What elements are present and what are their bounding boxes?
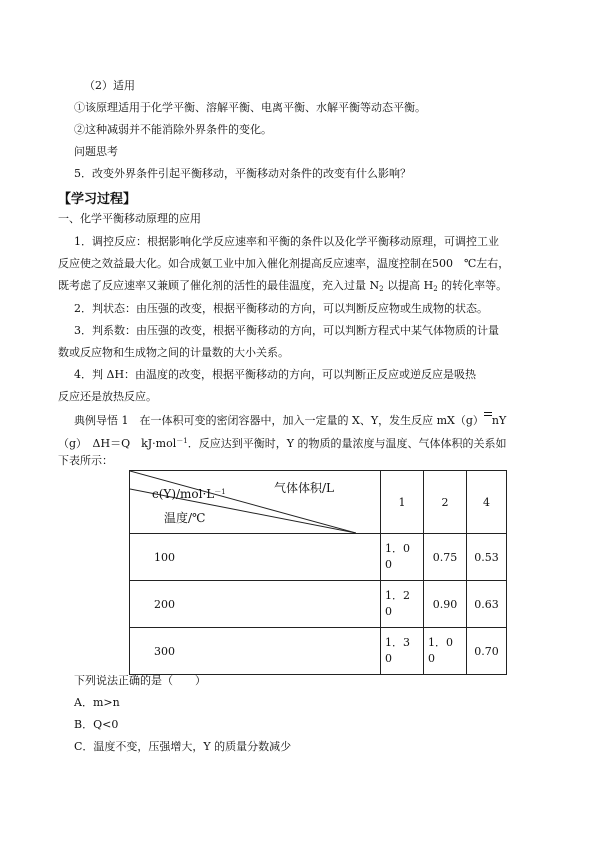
learning-process-header: 【学习过程】 [58, 192, 137, 207]
para-3-line-1: 3．判系数：由压强的改变，根据平衡移动的方向，可以判断方程式中某气体物质的计量 [74, 324, 499, 337]
option-c: C．温度不变，压强增大，Y 的质量分数减少 [74, 740, 292, 753]
para-4-line-1: 4．判 ΔH：由温度的改变，根据平衡移动的方向，可以判断正反应或逆反应是吸热 [74, 368, 477, 381]
example-line-3: 下表所示： [58, 454, 113, 467]
question-heading: 问题思考 [74, 145, 118, 158]
equilibrium-arrow-icon [484, 412, 492, 420]
corner-label-temperature: 温度/℃ [164, 511, 206, 525]
section-1-title: 一、化学平衡移动原理的应用 [58, 212, 201, 225]
para-3-line-2: 数或反应物和生成物之间的计量数的大小关系。 [58, 346, 289, 359]
example-line-1: 典例导悟 1 在一体积可变的密闭容器中，加入一定量的 X、Y，发生反应 mX（g） nY [74, 414, 507, 427]
cell-value: 1．2 0 [381, 581, 424, 628]
question-5: 5．改变外界条件引起平衡移动，平衡移动对条件的改变有什么影响？ [74, 167, 411, 180]
cell-value: 0.90 [424, 581, 467, 628]
para-2: 2．判状态：由压强的改变，根据平衡移动的方向，可以判断反应物或生成物的状态。 [74, 302, 488, 315]
cell-value: 1．0 0 [424, 628, 467, 675]
concentration-table [129, 470, 507, 675]
header-volume-1: 1 [381, 471, 424, 534]
para-1-line-1: 1．调控反应：根据影响化学反应速率和平衡的条件以及化学平衡移动原理，可调控工业 [74, 235, 499, 248]
table-corner-cell [130, 471, 381, 534]
cell-value: 1．0 0 [381, 534, 424, 581]
row-temperature: 100 [130, 534, 381, 581]
header-volume-2: 2 [424, 471, 467, 534]
corner-label-volume: 气体体积/L [274, 481, 335, 495]
example-line-2: （g） ΔH＝Q kJ·mol$^{-1}$．反应达到平衡时，Y 的物质的量浓度与温度、气体体积的关系如 [58, 437, 507, 450]
table-row [130, 628, 507, 675]
cell-value: 0.63 [467, 581, 507, 628]
corner-label-concentration: $c(Y)/mol\cdot L^{-1}$ [152, 487, 226, 501]
para-1-line-3: 既考虑了反应速率又兼顾了催化剂的活性的最佳温度，充入过量 $N_2$ 以提高 $H_2$ 的转化率等。 [58, 279, 508, 293]
option-b: B．Q<0 [74, 718, 119, 731]
applicability-point-1: ①该原理适用于化学平衡、溶解平衡、电离平衡、水解平衡等动态平衡。 [74, 101, 426, 114]
cell-value: 1．3 0 [381, 628, 424, 675]
row-temperature: 200 [130, 581, 381, 628]
applicability-point-2: ②这种减弱并不能消除外界条件的变化。 [74, 123, 272, 136]
table-row [130, 534, 507, 581]
para-4-line-2: 反应还是放热反应。 [58, 390, 157, 403]
row-temperature: 300 [130, 628, 381, 675]
para-1-line-2: 反应使之效益最大化。如合成氨工业中加入催化剂提高反应速率，温度控制在500 ℃左右， [58, 257, 510, 270]
header-volume-4: 4 [467, 471, 507, 534]
cell-value: 0.75 [424, 534, 467, 581]
cell-value: 0.53 [467, 534, 507, 581]
table-row [130, 581, 507, 628]
option-a: A．m>n [74, 696, 120, 709]
cell-value: 0.70 [467, 628, 507, 675]
subsection-applicability: （2）适用 [84, 79, 135, 92]
question-prompt: 下列说法正确的是（ ） [74, 674, 206, 687]
table-header-row [130, 471, 507, 534]
